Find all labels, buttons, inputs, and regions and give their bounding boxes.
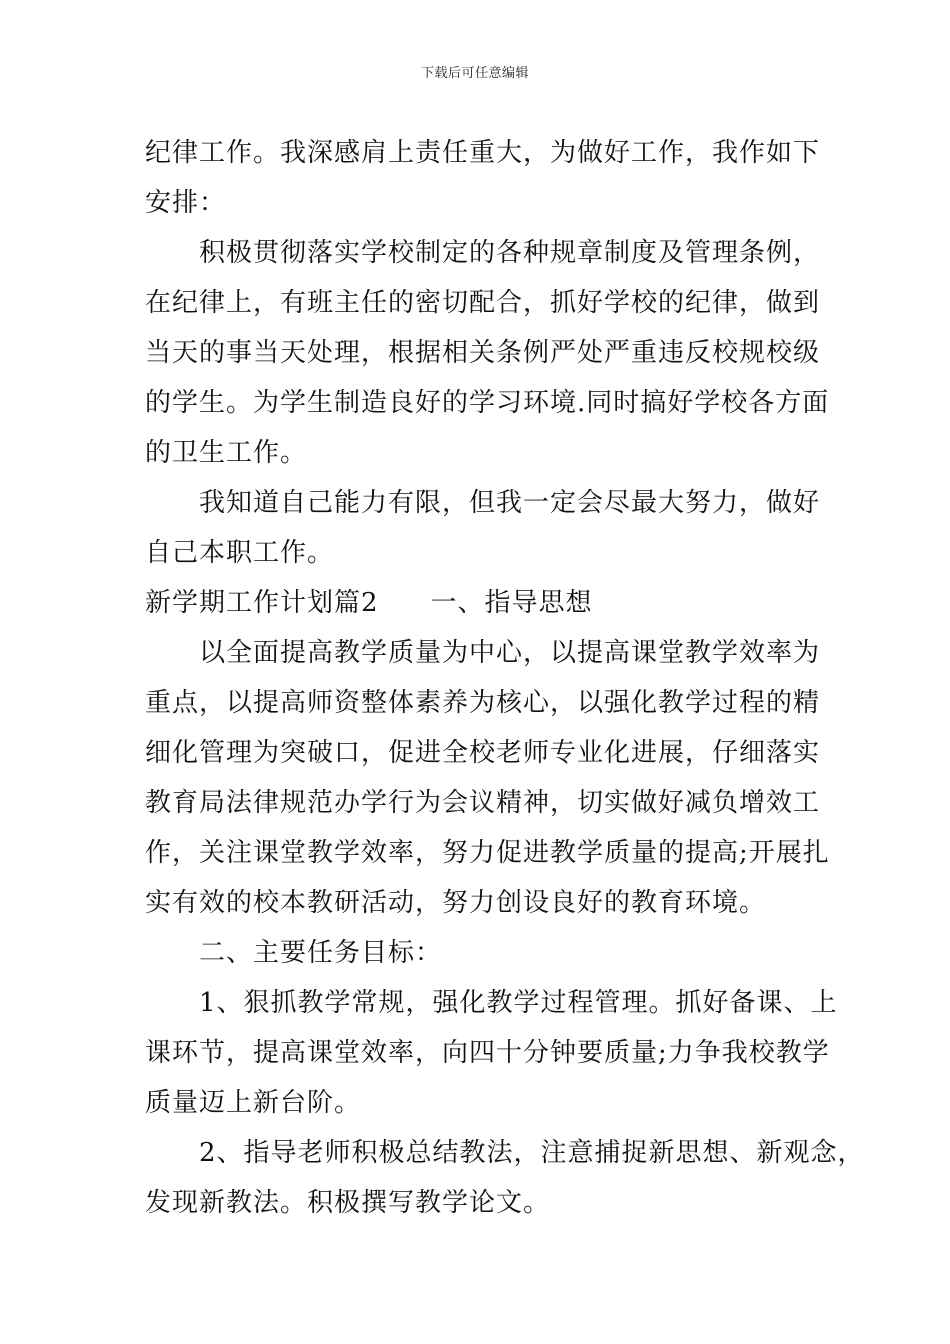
text-line: 纪律工作。我深感肩上责任重大，为做好工作，我作如下	[145, 138, 821, 168]
text-line: 发现新教法。积极撰写教学论文。	[145, 1188, 551, 1218]
document-body	[145, 128, 865, 1228]
text-line: 在纪律上，有班主任的密切配合，抓好学校的纪律，做到	[145, 288, 821, 318]
section-heading	[145, 578, 815, 628]
text-line: 课环节，提高课堂效率，向四十分钟要质量;力争我校教学	[145, 1038, 830, 1068]
text-line: 自己本职工作。	[145, 538, 335, 568]
text-line: 二、主要任务目标：	[199, 938, 443, 968]
text-line: 教育局法律规范办学行为会议精神，切实做好减负增效工	[145, 788, 821, 818]
text-line: 当天的事当天处理，根据相关条例严处严重违反校规校级	[145, 338, 821, 368]
text-line: 实有效的校本教研活动，努力创设良好的教育环境。	[145, 888, 767, 918]
text-line: 安排：	[145, 188, 227, 218]
text-line: 1、狠抓教学常规，强化教学过程管理。抓好备课、上	[199, 988, 838, 1018]
text-line: 我知道自己能力有限，但我一定会尽最大努力，做好	[199, 488, 821, 518]
page-header: 下载后可任意编辑	[420, 66, 529, 81]
text-line: 积极贯彻落实学校制定的各种规章制度及管理条例，	[199, 238, 821, 268]
text-line: 质量迈上新台阶。	[145, 1088, 362, 1118]
text-line: 细化管理为突破口，促进全校老师专业化进展，仔细落实	[145, 738, 821, 768]
text-line: 以全面提高教学质量为中心，以提高课堂教学效率为	[199, 638, 821, 668]
text-line: 的卫生工作。	[145, 438, 308, 468]
text-line: 作，关注课堂教学效率，努力促进教学质量的提高;开展扎	[145, 838, 830, 868]
section-subtitle: 一、指导思想	[430, 588, 593, 618]
section-title: 新学期工作计划篇2	[145, 588, 379, 618]
text-line: 的学生。为学生制造良好的学习环境.同时搞好学校各方面	[145, 388, 830, 418]
text-line: 2、指导老师积极总结教法，注意捕捉新思想、新观念，	[199, 1138, 865, 1168]
text-line: 重点，以提高师资整体素养为核心，以强化教学过程的精	[145, 688, 821, 718]
